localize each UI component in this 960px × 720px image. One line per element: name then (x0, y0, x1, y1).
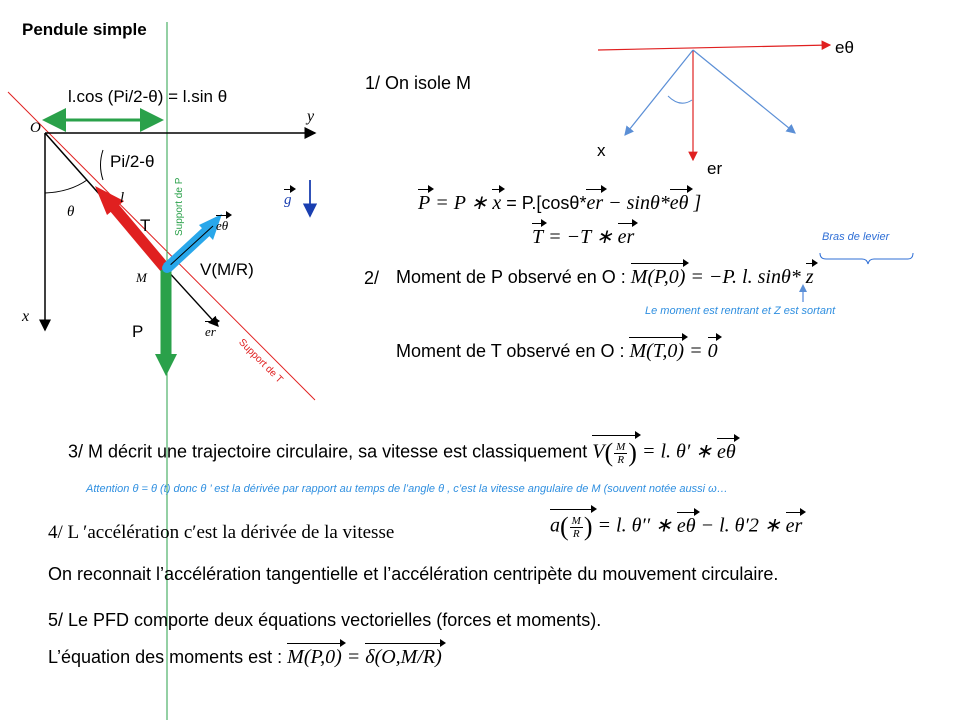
step4-er: er (785, 514, 803, 537)
e-theta-symbol: eθ (216, 218, 229, 233)
z-vector: z (805, 266, 814, 288)
support-P-label: Support de P (174, 177, 185, 236)
step3-etheta: eθ (716, 440, 736, 463)
step4-text: 4/ L ′accélération c′est la dérivée de la vitesse (48, 522, 395, 543)
step4-statement (48, 522, 394, 544)
frac-den-4: R (572, 527, 580, 540)
step3-text: 3/ M décrit une trajectoire circulaire, sa vitesse est classiquement (68, 441, 593, 462)
base-angle-arc (668, 96, 692, 103)
tension-arrow (112, 205, 165, 268)
moment-direction-note: Le moment est rentrant et Z est sortant (645, 305, 836, 317)
base-y-axis (693, 50, 795, 133)
bras-de-levier-bracket (820, 253, 913, 264)
angle-pi-label: Pi/2-θ (110, 152, 155, 171)
base-e-r-label: er (707, 159, 723, 178)
step5-line2 (48, 646, 442, 669)
T-label: T (140, 216, 151, 235)
a-vector: a( $\frac{M}{R}$ ) (550, 512, 593, 541)
step4-equation (550, 512, 802, 542)
eqP-end: ] (688, 192, 702, 214)
er-vector-2: er (617, 226, 635, 248)
step3-rest: = l. θ′ ∗ (636, 440, 717, 463)
origin-label: O (30, 120, 41, 136)
step4-rest2: − l. θ′2 ∗ (695, 514, 786, 537)
g-vector-symbol: g (284, 192, 292, 208)
M-label: M (136, 270, 147, 285)
moment-P-vector: M(P,0) (630, 266, 686, 288)
eqP-mid: = P ∗ (430, 192, 493, 214)
step4-rest1: = l. θ′′ ∗ (592, 514, 677, 537)
a-symbol: a (550, 514, 560, 537)
e-r-label (205, 324, 216, 340)
pi-theta-arc (101, 150, 104, 180)
step4-line2: On reconnait l’accélération tangentielle et l’accélération centripète du mouvement circulaire. (48, 564, 779, 584)
step2-text: Moment de P observé en O : (396, 267, 631, 287)
step1-equation-T (532, 224, 634, 249)
step3-statement (68, 438, 736, 468)
l-label: l (120, 190, 125, 206)
step4-etheta: eθ (676, 514, 696, 537)
step2-prefix: 2/ (364, 268, 380, 288)
moment-T-eq: = (684, 340, 708, 362)
bras-de-levier-note: Bras de levier (822, 231, 890, 243)
eqP-rest2: − sinθ* (603, 192, 670, 214)
step2-moment-T (396, 340, 718, 363)
P-label: P (132, 322, 144, 341)
base-e-theta-label: eθ (835, 38, 854, 57)
frac-num: M (616, 440, 626, 453)
y-axis-label: y (307, 108, 315, 125)
theta-arc (45, 180, 87, 193)
step5-moment-vector: M(P,0) (287, 646, 342, 668)
theta-label: θ (67, 204, 75, 220)
e-r-symbol: er (205, 324, 216, 339)
V-symbol: V (592, 440, 605, 463)
page-title: Pendule simple (22, 20, 147, 39)
frac-num-4: M (571, 514, 581, 527)
point-M (162, 263, 172, 273)
length-label: l.cos (Pi/2-θ) = l.sin θ (68, 87, 228, 106)
x-vector: x (492, 192, 502, 214)
eqP-rest1: = P.[cosθ* (501, 193, 587, 213)
step3-fraction (614, 441, 627, 466)
er-vector: er (586, 192, 604, 214)
x-axis-label: x (22, 308, 30, 325)
base-x-axis (625, 50, 693, 135)
step1-title: 1/ On isole M (365, 73, 472, 93)
step5-text: L’équation des moments est : (48, 647, 288, 667)
weight-arrowhead (155, 354, 177, 376)
step5-delta-vector: δ(O,M/R) (365, 646, 442, 668)
zero-vector: 0 (707, 340, 718, 362)
support-T-label: Support de T (236, 337, 285, 386)
e-theta-label (216, 218, 228, 234)
step1-equation-P (418, 190, 701, 215)
base-x-label: x (597, 141, 606, 160)
step4-fraction (570, 515, 583, 540)
frac-den: R (617, 453, 625, 466)
step2-T-text: Moment de T observé en O : (396, 341, 630, 361)
eqT-mid: = −T ∗ (543, 226, 618, 248)
T-vector: T (532, 226, 544, 248)
velocity-label: V(M/R) (200, 260, 254, 279)
step2-moment-P (396, 266, 814, 289)
etheta-vector: eθ (669, 192, 689, 214)
V-vector: V( $\frac{M}{R}$ ) (592, 438, 637, 467)
step5-line1: 5/ Le PFD comporte deux équations vectorielles (forces et moments). (48, 610, 602, 630)
P-vector: P (418, 192, 431, 214)
moment-P-rest: = −P. l. sinθ* (685, 266, 806, 288)
step5-eq: = (341, 646, 366, 668)
g-label (284, 192, 292, 209)
moment-T-vector: M(T,0) (629, 340, 685, 362)
base-e-theta-axis (598, 45, 830, 50)
step3-note: Attention θ = θ (t) donc θ ’ est la dérivée par rapport au temps de l’angle θ , c’est la vitesse angulaire de M (souvent notée aussi ω… (86, 483, 728, 495)
